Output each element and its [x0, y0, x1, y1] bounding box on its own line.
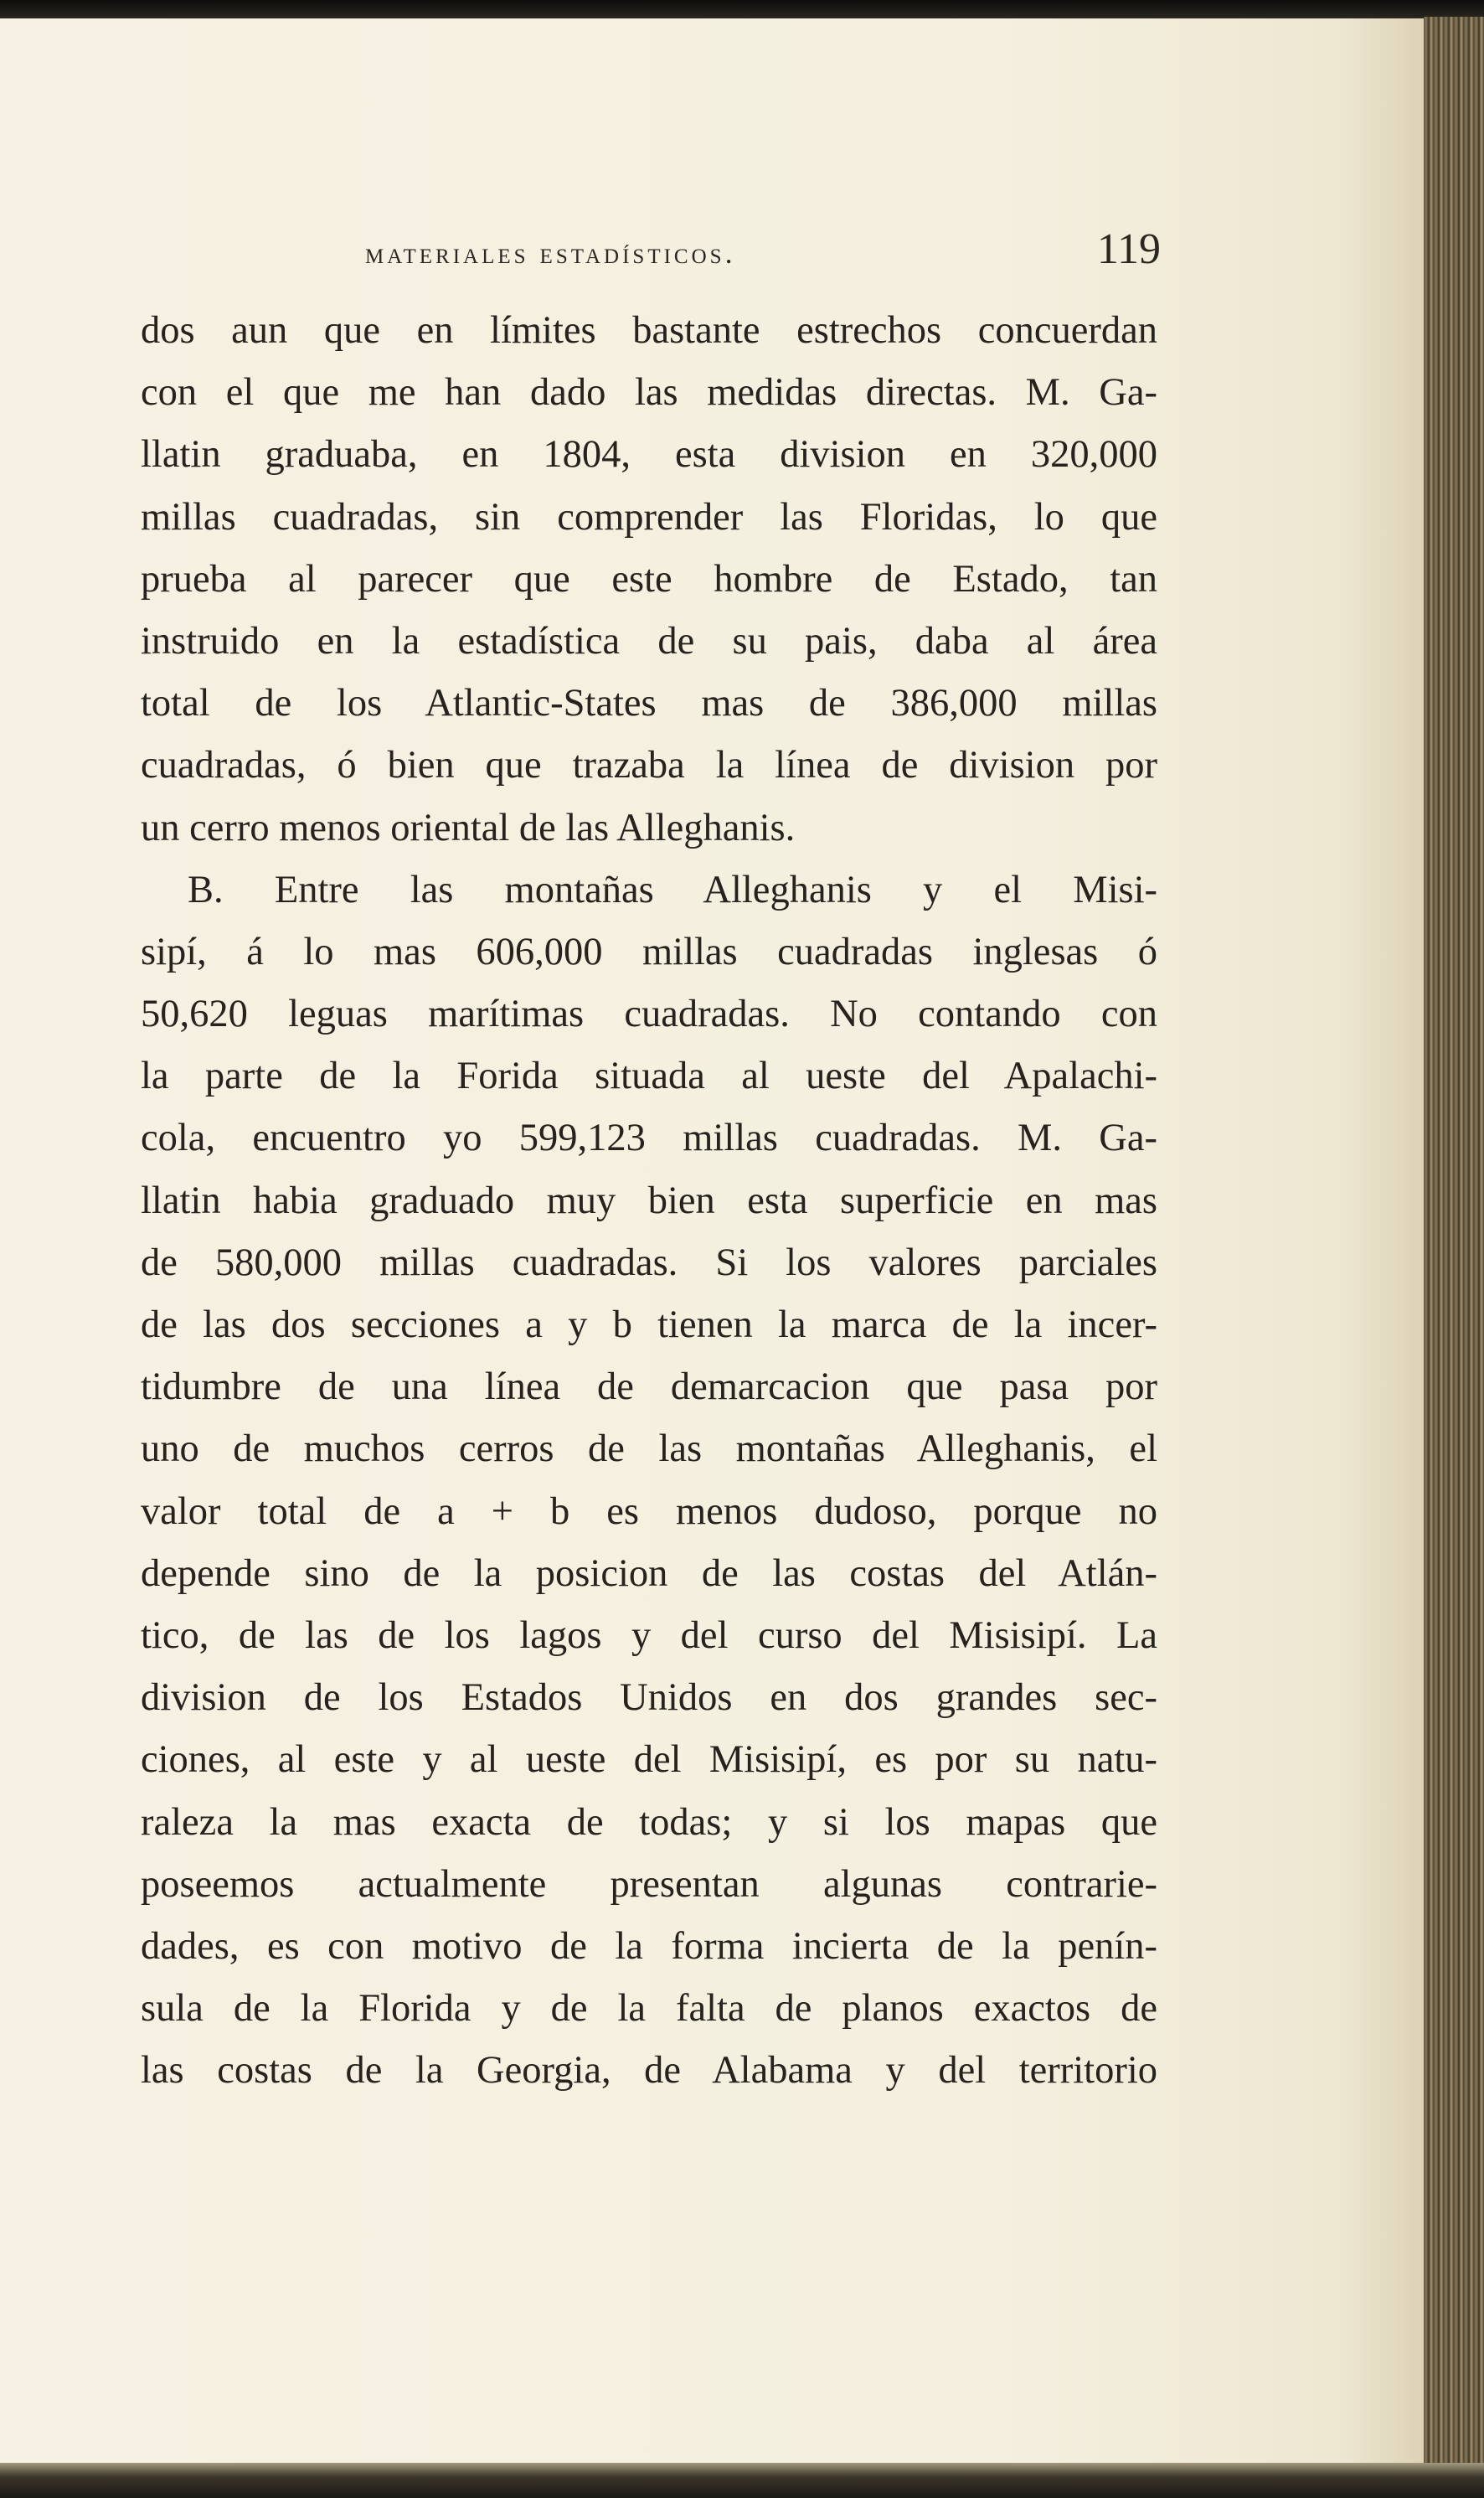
text-line: poseemos actualmente presentan algunas contrarie-: [141, 1862, 1157, 1906]
text-line: de las dos secciones a y b tienen la marca de la incer-: [141, 1303, 1157, 1346]
page-number: 119: [1096, 225, 1161, 273]
text-line: division de los Estados Unidos en dos grandes sec-: [141, 1676, 1157, 1720]
text-line: uno de muchos cerros de las montañas Alleghanis, el: [141, 1427, 1157, 1471]
text-line: cuadradas, ó bien que trazaba la línea de division por: [141, 744, 1157, 787]
text-line: millas cuadradas, sin comprender las Floridas, lo que: [141, 495, 1157, 539]
body-text: [141, 300, 1157, 2102]
running-head: [365, 225, 1161, 283]
text-line: de 580,000 millas cuadradas. Si los valores parciales: [141, 1241, 1157, 1284]
top-page-edge: [0, 0, 1484, 18]
text-line: raleza la mas exacta de todas; y si los mapas que: [141, 1800, 1157, 1844]
text-line: llatin graduaba, en 1804, esta division en 320,000: [141, 433, 1157, 477]
text-line: tidumbre de una línea de demarcacion que pasa por: [141, 1365, 1157, 1409]
text-line: cola, encuentro yo 599,123 millas cuadradas. M. Ga-: [141, 1117, 1157, 1160]
text-line: instruido en la estadística de su pais, daba al área: [141, 619, 1157, 663]
running-head-title: materiales estadísticos.: [365, 236, 736, 270]
text-line: sipí, á lo mas 606,000 millas cuadradas inglesas ó: [141, 930, 1157, 973]
text-line: sula de la Florida y de la falta de planos exactos de: [141, 1987, 1157, 2031]
bottom-page-edge: [0, 2463, 1484, 2498]
text-line: tico, de las de los lagos y del curso del Misisipí. La: [141, 1613, 1157, 1657]
text-line: ciones, al este y al ueste del Misisipí, es por su natu-: [141, 1738, 1157, 1782]
text-line: dos aun que en límites bastante estrechos concuerdan: [141, 309, 1157, 352]
text-line: depende sino de la posicion de las costas del Atlán-: [141, 1551, 1157, 1595]
text-line: las costas de la Georgia, de Alabama y del territorio: [141, 2049, 1157, 2093]
text-line: B. Entre las montañas Alleghanis y el Misi-: [188, 868, 1157, 911]
book-spine-edge: [1424, 17, 1484, 2498]
text-line: dades, es con motivo de la forma incierta de la penín-: [141, 1924, 1157, 1968]
text-line: prueba al parecer que este hombre de Estado, tan: [141, 557, 1157, 601]
text-line: 50,620 leguas marítimas cuadradas. No contando con: [141, 993, 1157, 1036]
text-line: llatin habia graduado muy bien esta superficie en mas: [141, 1179, 1157, 1222]
text-line: un cerro menos oriental de las Alleghanis.: [141, 806, 796, 849]
text-line: total de los Atlantic-States mas de 386,000 millas: [141, 682, 1157, 725]
text-line: valor total de a + b es menos dudoso, porque no: [141, 1489, 1157, 1533]
text-line: la parte de la Forida situada al ueste del Apalachi-: [141, 1055, 1157, 1098]
text-line: con el que me han dado las medidas directas. M. Ga-: [141, 371, 1157, 415]
